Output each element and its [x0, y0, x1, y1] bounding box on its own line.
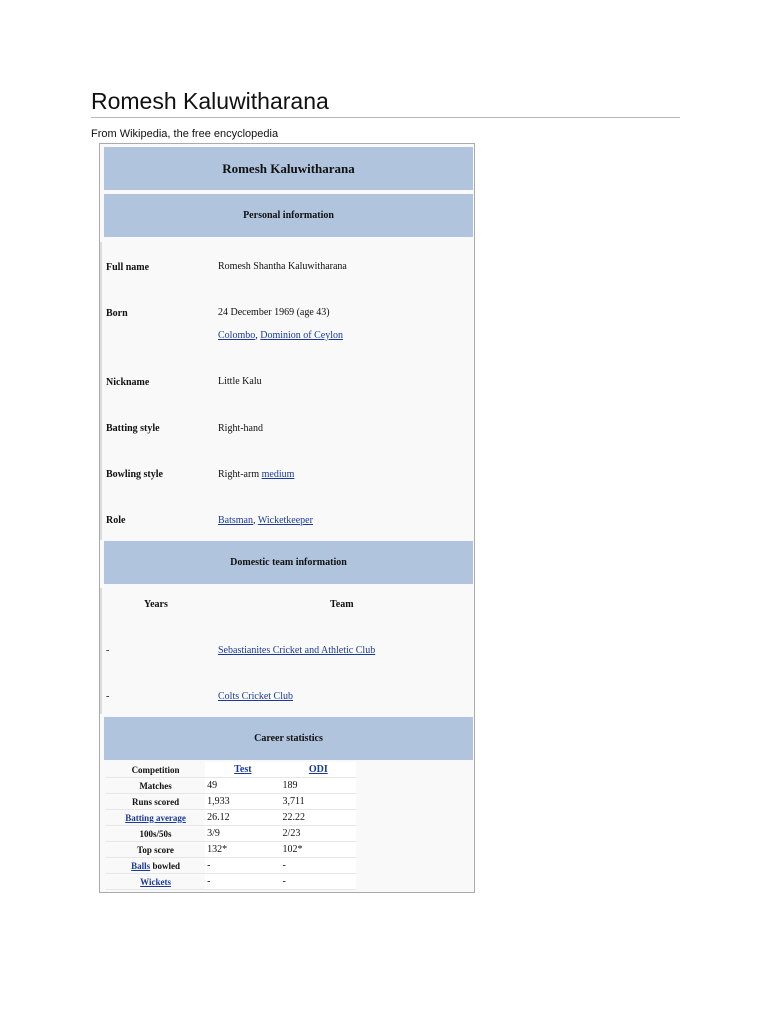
page-subtitle: From Wikipedia, the free encyclopedia [91, 128, 279, 140]
full-name-label: Full name [106, 262, 150, 273]
batting-style-label: Batting style [106, 423, 160, 434]
stat-test: - [205, 858, 280, 874]
wickets-link[interactable]: Wickets [140, 876, 171, 887]
full-name-value: Romesh Shantha Kaluwitharana [218, 261, 347, 272]
test-link[interactable]: Test [234, 764, 252, 775]
team-column-header: Team [330, 599, 354, 610]
infobox-edge-bar [100, 242, 102, 540]
stat-label [106, 874, 205, 890]
stat-test: 1,933 [205, 794, 280, 810]
team-name [218, 645, 375, 656]
infobox [99, 143, 475, 893]
team-name [218, 691, 293, 702]
stat-label: 100s/50s [106, 826, 205, 842]
stat-label [106, 810, 205, 826]
colts-link[interactable]: Colts Cricket Club [218, 691, 293, 702]
team-years: - [106, 691, 110, 702]
medium-link[interactable]: medium [261, 469, 295, 480]
stat-test: 132* [205, 842, 280, 858]
nickname-label: Nickname [106, 377, 150, 388]
stat-odi: 2/23 [281, 826, 356, 842]
table-row [106, 810, 356, 826]
role-separator: , [253, 515, 258, 526]
table-row [106, 858, 356, 874]
stat-test: 3/9 [205, 826, 280, 842]
balls-link[interactable]: Balls [131, 860, 151, 871]
stat-test: - [205, 874, 280, 890]
personal-info-header: Personal information [104, 194, 473, 237]
born-place-separator: , [255, 330, 261, 341]
infobox-edge-bar [100, 588, 102, 714]
years-column-header: Years [144, 599, 168, 610]
table-row [106, 874, 356, 890]
career-stats-table [106, 762, 356, 890]
table-row [106, 842, 356, 858]
page-title: Romesh Kaluwitharana [91, 88, 329, 114]
career-statistics-header: Career statistics [104, 717, 473, 760]
batting-average-link[interactable]: Batting average [125, 812, 186, 823]
stat-label: Top score [106, 842, 205, 858]
batsman-link[interactable]: Batsman [218, 515, 253, 526]
born-date: 24 December 1969 (age 43) [218, 307, 330, 318]
table-row [106, 778, 356, 794]
colombo-link[interactable]: Colombo [218, 330, 256, 341]
batting-style-value: Right-hand [218, 423, 263, 434]
title-divider [91, 117, 680, 118]
born-place [218, 330, 343, 341]
bowling-style-value [218, 469, 294, 480]
stat-odi: 3,711 [281, 794, 356, 810]
table-row [106, 762, 356, 778]
table-row [106, 794, 356, 810]
stat-label-rest: bowled [150, 860, 180, 871]
stat-odi: - [281, 874, 356, 890]
stat-label [106, 858, 205, 874]
stat-odi: 189 [281, 778, 356, 794]
bowling-style-label: Bowling style [106, 469, 163, 480]
stat-odi: - [281, 858, 356, 874]
stat-label: Matches [106, 778, 205, 794]
born-label: Born [106, 308, 128, 319]
domestic-team-header: Domestic team information [104, 541, 473, 584]
stat-test: 26.12 [205, 810, 280, 826]
wicketkeeper-link[interactable]: Wicketkeeper [257, 515, 313, 526]
odi-link[interactable]: ODI [308, 764, 328, 775]
sebastianites-link[interactable]: Sebastianites Cricket and Athletic Club [218, 645, 376, 656]
ceylon-link[interactable]: Dominion of Ceylon [260, 330, 344, 341]
infobox-title: Romesh Kaluwitharana [104, 147, 473, 190]
test-header [205, 762, 280, 778]
table-row [106, 826, 356, 842]
stat-odi: 22.22 [281, 810, 356, 826]
bowling-prefix: Right-arm [218, 469, 262, 480]
role-value [218, 515, 313, 526]
odi-header [281, 762, 356, 778]
team-years: - [106, 645, 110, 656]
nickname-value: Little Kalu [218, 376, 262, 387]
stat-label: Runs scored [106, 794, 205, 810]
stat-test: 49 [205, 778, 280, 794]
competition-header: Competition [106, 762, 205, 778]
role-label: Role [106, 515, 126, 526]
stat-odi: 102* [281, 842, 356, 858]
